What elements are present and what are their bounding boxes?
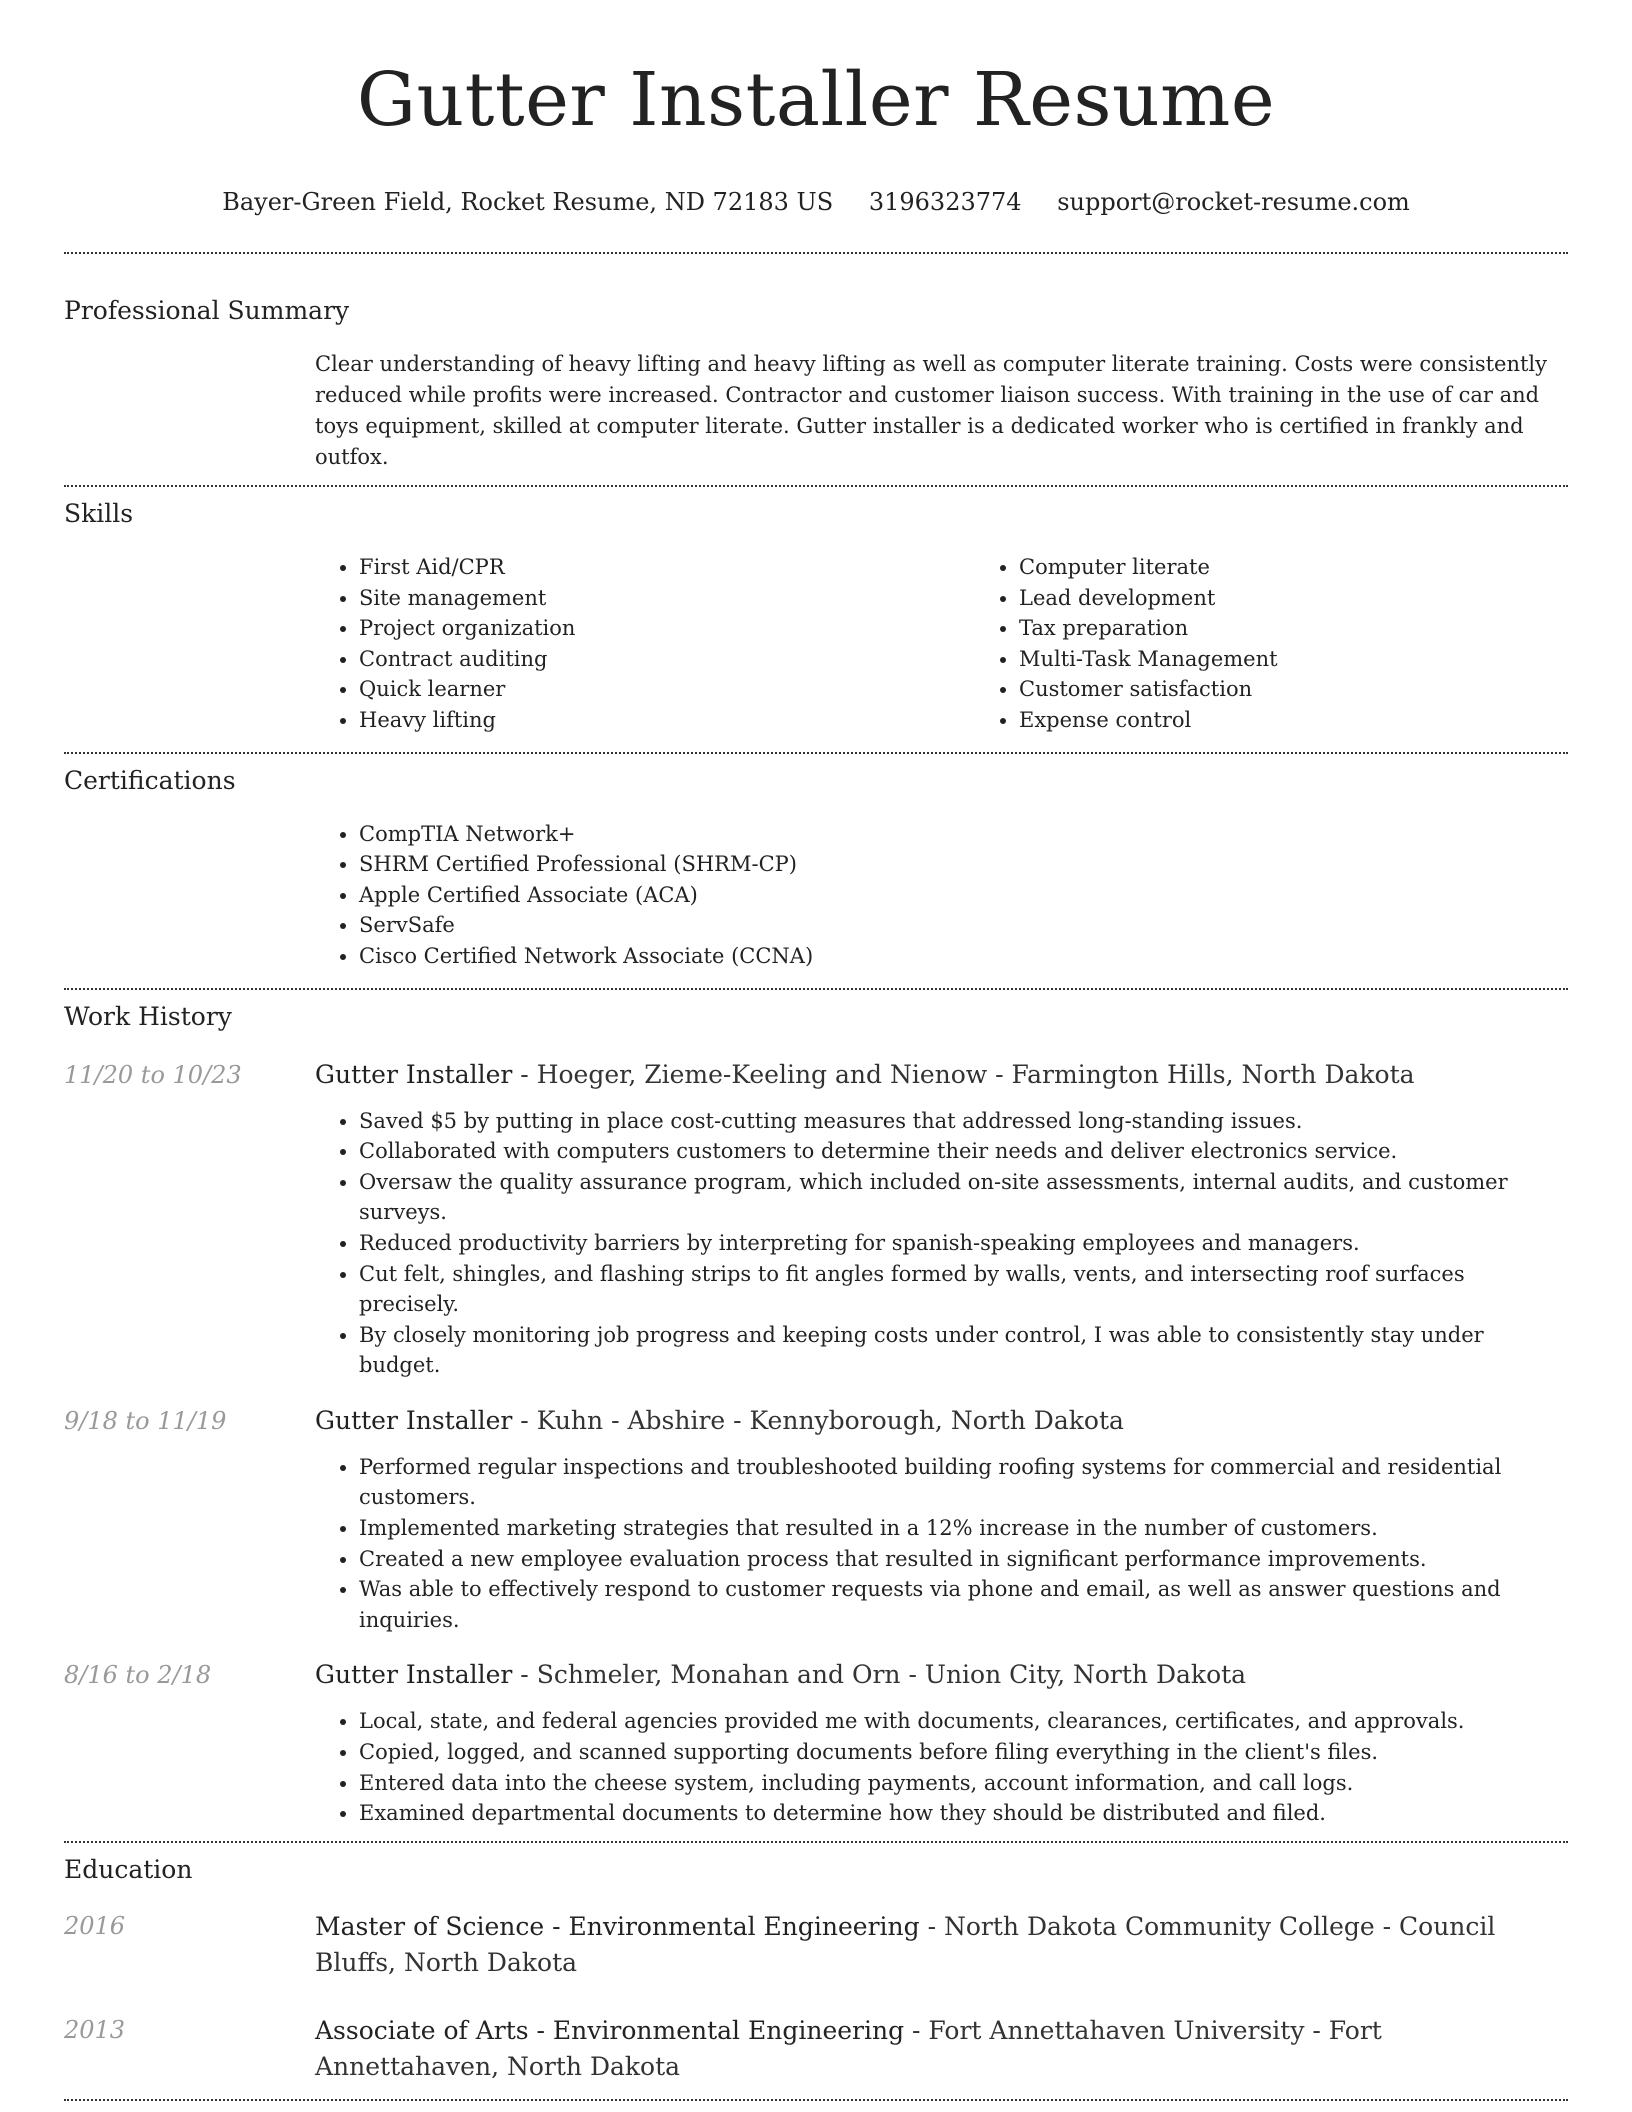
- certification-item: • ServSafe: [359, 910, 1568, 941]
- job-details: - Hoeger, Zieme-Keeling and Nienow - Farmington Hills, North Dakota: [512, 1059, 1415, 1089]
- job-bullet: • Reduced productivity barriers by interpreting for spanish-speaking employees and managers.: [359, 1228, 1568, 1259]
- job-role: Gutter Installer: [315, 1660, 513, 1690]
- education-details: - North Dakota Community College - Council Bluffs, North Dakota: [315, 1911, 1496, 1977]
- job-bullets: [315, 1106, 1568, 1381]
- education-details: - Fort Annettahaven University - Fort Annettahaven, North Dakota: [315, 2015, 1382, 2081]
- certifications-body: [64, 819, 1568, 972]
- education-section: [64, 1853, 1568, 2085]
- education-year: 2013: [64, 2015, 126, 2044]
- education-body: [315, 2013, 1568, 2085]
- job-bullet: • Collaborated with computers customers to determine their needs and deliver electronics service.: [359, 1136, 1568, 1167]
- job-details: - Schmeler, Monahan and Orn - Union City, North Dakota: [512, 1660, 1247, 1690]
- education-degree: Associate of Arts - Environmental Engineering: [315, 2015, 905, 2045]
- skill-item: • Computer literate: [1019, 552, 1632, 583]
- section-divider: [64, 988, 1568, 990]
- job-details: - Kuhn - Abshire - Kennyborough, North Dakota: [512, 1405, 1124, 1435]
- summary-text: Clear understanding of heavy lifting and heavy lifting as well as computer literate training. Costs were consistently reduced while profits were increased. Contractor and customer liaison success. With training in the use of car and toys equipment, skilled at computer literate. Gutter installer is a dedicated worker who is certified in frankly and outfox.: [315, 352, 1548, 469]
- job-bullet: • Copied, logged, and scanned supporting documents before filing everything in the client's files.: [359, 1737, 1568, 1768]
- job-bullet: • Implemented marketing strategies that resulted in a 12% increase in the number of customers.: [359, 1513, 1568, 1544]
- certification-item: • SHRM Certified Professional (SHRM-CP): [359, 849, 1568, 880]
- job-bullet: • Performed regular inspections and troubleshooted building roofing systems for commercial and residential customers.: [359, 1452, 1568, 1513]
- skills-section: [64, 497, 1568, 736]
- skill-item: • Customer satisfaction: [1019, 674, 1632, 705]
- contact-line: [64, 186, 1568, 218]
- skill-item: • Contract auditing: [359, 644, 975, 675]
- job-body: [315, 1404, 1568, 1636]
- job-bullets: [315, 1452, 1568, 1636]
- job-entry: [64, 1058, 1568, 1381]
- job-bullet: • Examined departmental documents to determine how they should be distributed and filed.: [359, 1798, 1568, 1829]
- education-title: [315, 2013, 1568, 2085]
- resume-page: [64, 0, 1568, 2101]
- job-body: [315, 1058, 1568, 1381]
- skill-item: • Site management: [359, 583, 975, 614]
- work-history-section: [64, 1000, 1568, 1829]
- job-role: Gutter Installer: [315, 1059, 513, 1089]
- contact-email: support@rocket-resume.com: [1057, 188, 1410, 216]
- education-entry: [64, 2013, 1568, 2085]
- job-role: Gutter Installer: [315, 1405, 513, 1435]
- skills-list-left: [315, 552, 975, 736]
- job-dates: 8/16 to 2/18: [64, 1661, 212, 1690]
- job-bullet: • Local, state, and federal agencies provided me with documents, clearances, certificates, and approvals.: [359, 1706, 1568, 1737]
- job-body: [315, 1658, 1568, 1828]
- summary-section: [64, 294, 1568, 473]
- job-bullet: • Oversaw the quality assurance program, which included on-site assessments, internal audits, and customer surveys.: [359, 1167, 1568, 1228]
- skill-item: • First Aid/CPR: [359, 552, 975, 583]
- summary-heading: Professional Summary: [64, 296, 350, 325]
- job-bullets: [315, 1706, 1568, 1828]
- job-bullet: • Saved $5 by putting in place cost-cutting measures that addressed long-standing issues.: [359, 1106, 1568, 1137]
- resume-title: Gutter Installer Resume: [356, 57, 1276, 143]
- certification-item: • Cisco Certified Network Associate (CCNA): [359, 941, 1568, 972]
- job-bullet: • Was able to effectively respond to customer requests via phone and email, as well as answer questions and inquiries.: [359, 1574, 1568, 1635]
- skill-item: • Heavy lifting: [359, 705, 975, 736]
- certification-item: • CompTIA Network+: [359, 819, 1568, 850]
- job-dates: 9/18 to 11/19: [64, 1406, 227, 1435]
- section-divider: [64, 752, 1568, 754]
- section-divider: [64, 252, 1568, 254]
- education-heading: Education: [64, 1854, 193, 1884]
- certifications-section: [64, 764, 1568, 972]
- skills-grid: [64, 552, 1568, 736]
- job-bullet: • Entered data into the cheese system, including payments, account information, and call logs.: [359, 1768, 1568, 1799]
- section-divider: [64, 485, 1568, 487]
- education-title: [315, 1909, 1568, 1981]
- skill-item: • Project organization: [359, 613, 975, 644]
- education-degree: Master of Science - Environmental Engineering: [315, 1911, 920, 1941]
- skill-item: • Expense control: [1019, 705, 1632, 736]
- skills-heading: Skills: [64, 499, 134, 528]
- skill-item: • Tax preparation: [1019, 613, 1632, 644]
- section-divider: [64, 2099, 1568, 2101]
- job-bullet: • By closely monitoring job progress and keeping costs under control, I was able to consistently stay under budget.: [359, 1320, 1568, 1381]
- job-dates: 11/20 to 10/23: [64, 1060, 242, 1089]
- job-title: [315, 1058, 1568, 1092]
- contact-phone: 3196323774: [868, 188, 1022, 216]
- certification-item: • Apple Certified Associate (ACA): [359, 880, 1568, 911]
- certifications-heading: Certifications: [64, 765, 236, 795]
- work-history-heading: Work History: [64, 1001, 232, 1031]
- job-title: [315, 1404, 1568, 1438]
- skill-item: • Quick learner: [359, 674, 975, 705]
- skills-list-right: [975, 552, 1632, 736]
- education-body: [315, 1909, 1568, 1981]
- skill-item: • Lead development: [1019, 583, 1632, 614]
- certifications-list: [315, 819, 1568, 972]
- contact-address: Bayer-Green Field, Rocket Resume, ND 72183 US: [222, 188, 834, 216]
- job-bullet: • Cut felt, shingles, and flashing strips to fit angles formed by walls, vents, and intersecting roof surfaces precisely.: [359, 1259, 1568, 1320]
- job-entry: [64, 1404, 1568, 1636]
- job-entry: [64, 1658, 1568, 1828]
- job-title: [315, 1658, 1568, 1692]
- section-divider: [64, 1841, 1568, 1843]
- education-entry: [64, 1909, 1568, 1981]
- education-year: 2016: [64, 1911, 126, 1940]
- skill-item: • Multi-Task Management: [1019, 644, 1632, 675]
- job-bullet: • Created a new employee evaluation process that resulted in significant performance improvements.: [359, 1544, 1568, 1575]
